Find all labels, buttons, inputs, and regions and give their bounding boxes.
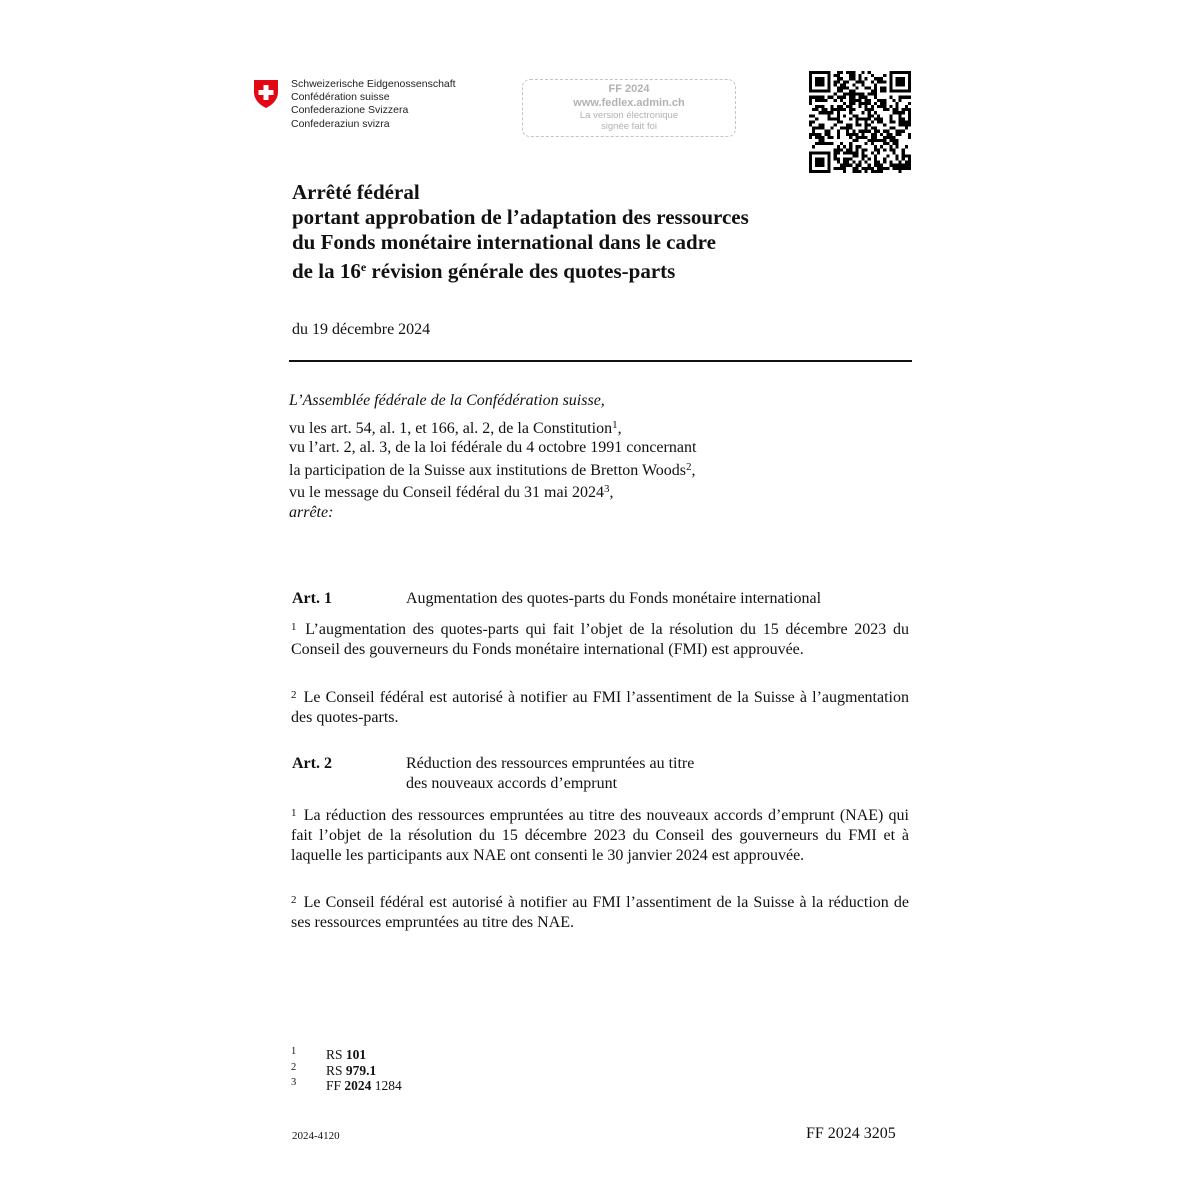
article-2-number: Art. 2 [292, 755, 332, 772]
document-title [292, 180, 749, 284]
preamble-line-3 [289, 458, 696, 481]
stamp-line-4: signée fait foi [601, 121, 657, 132]
footnote-text [326, 1063, 376, 1079]
footnote-text [326, 1078, 402, 1094]
paragraph-number: 1 [291, 807, 297, 819]
article-2-title-line-2: des nouveaux accords d’emprunt [406, 775, 618, 792]
preamble-assembly: L’Assemblée fédérale de la Confédération suisse, [289, 392, 605, 409]
article-1-paragraph-1 [291, 617, 909, 660]
title-line-2: portant approbation de l’adaptation des ressources [292, 205, 749, 229]
preamble-decides: arrête: [289, 503, 334, 521]
paragraph-text: L’augmentation des quotes-parts qui fait l’objet de la résolution du 15 décembre 2023 du Conseil des gouverneurs du Fonds monétaire international (FMI) est approuvée. [291, 621, 910, 658]
footnote-reference: 2024 [344, 1078, 372, 1093]
footnote-reference: 979.1 [345, 1062, 377, 1078]
article-2-paragraph-1 [291, 803, 909, 866]
document-date: du 19 décembre 2024 [292, 321, 431, 338]
footnote-number: 2 [291, 1061, 297, 1073]
footnote-number: 1 [291, 1046, 297, 1057]
electronic-signature-stamp [522, 79, 736, 137]
footnote-text [326, 1047, 366, 1063]
page-reference: FF 2024 3205 [806, 1125, 896, 1142]
article-1-paragraph-2 [291, 685, 909, 728]
paragraph-number: 1 [291, 621, 297, 633]
preamble-line-3-text: la participation de la Suisse aux institutions de Bretton Woods [289, 461, 687, 479]
footnote-number: 3 [291, 1077, 297, 1088]
article-2-paragraph-2 [291, 890, 909, 933]
title-line-4-end: révision générale des quotes-parts [366, 259, 676, 283]
preamble-line-1-end: , [617, 419, 622, 437]
footnote-ref-1[interactable]: 1 [612, 418, 618, 431]
preamble-line-2: vu l’art. 2, al. 3, de la loi fédérale du 4 octobre 1991 concernant [289, 439, 697, 457]
title-line-3: du Fonds monétaire international dans le cadre [292, 230, 716, 254]
paragraph-text: Le Conseil fédéral est autorisé à notifier au FMI l’assentiment de la Suisse à l’augmentation des quotes-parts. [291, 689, 909, 726]
preamble-line-1-text: vu les art. 54, al. 1, et 166, al. 2, de la Constitution [289, 419, 613, 437]
document-number: 2024-4120 [292, 1130, 340, 1142]
preamble-line-4-end: , [609, 484, 614, 502]
paragraph-text: Le Conseil fédéral est autorisé à notifier au FMI l’assentiment de la Suisse à la réduction de ses ressources empruntées au titre des NAE. [291, 894, 909, 931]
preamble-line-4-text: vu le message du Conseil fédéral du 31 mai 2024 [289, 484, 605, 502]
title-divider [289, 360, 912, 362]
confederation-name-fr: Confédération suisse [291, 91, 390, 104]
footnote-prefix: FF [326, 1078, 342, 1093]
article-1-title: Augmentation des quotes-parts du Fonds monétaire international [406, 590, 822, 607]
preamble-line-1 [289, 416, 696, 439]
confederation-name-de: Schweizerische Eidgenossenschaft [291, 78, 456, 90]
footnote-ref-2[interactable]: 2 [686, 460, 692, 473]
article-2-title-line-1: Réduction des ressources empruntées au titre [406, 755, 695, 772]
title-line-4 [292, 255, 749, 284]
title-line-4-start: de la 16 [292, 259, 361, 283]
article-1-number: Art. 1 [292, 590, 332, 607]
preamble-line-4 [289, 480, 696, 503]
title-line-1: Arrêté fédéral [292, 180, 420, 204]
qr-code-icon [809, 71, 911, 173]
confederation-name-it: Confederazione Svizzera [291, 104, 409, 117]
swiss-coat-of-arms-icon [253, 79, 279, 109]
preamble [289, 391, 696, 523]
footnote-page: 1284 [374, 1078, 402, 1093]
stamp-line-2: www.fedlex.admin.ch [573, 97, 685, 109]
stamp-line-3: La version électronique [579, 110, 679, 121]
confederation-name-rm: Confederaziun svizra [291, 117, 390, 130]
stamp-line-1: FF 2024 [608, 83, 650, 95]
paragraph-text: La réduction des ressources empruntées au titre des nouveaux accords d’emprunt (NAE) qui fait l’objet de la résolution du 15 décembre 2023 du Conseil des gouverneurs du FMI et à laquelle les participants aux NAE ont consenti le 30 janvier 2024 est approuvée. [291, 807, 910, 864]
paragraph-number: 2 [291, 689, 297, 701]
footnote-reference: 101 [345, 1047, 367, 1062]
confederation-names [291, 78, 456, 131]
footnote-prefix: RS [326, 1062, 343, 1078]
footnote-prefix: RS [326, 1047, 343, 1062]
preamble-line-3-end: , [691, 461, 696, 479]
footnote-ref-3[interactable]: 3 [604, 483, 610, 496]
paragraph-number: 2 [291, 894, 297, 906]
title-ordinal-superscript: e [360, 260, 367, 274]
